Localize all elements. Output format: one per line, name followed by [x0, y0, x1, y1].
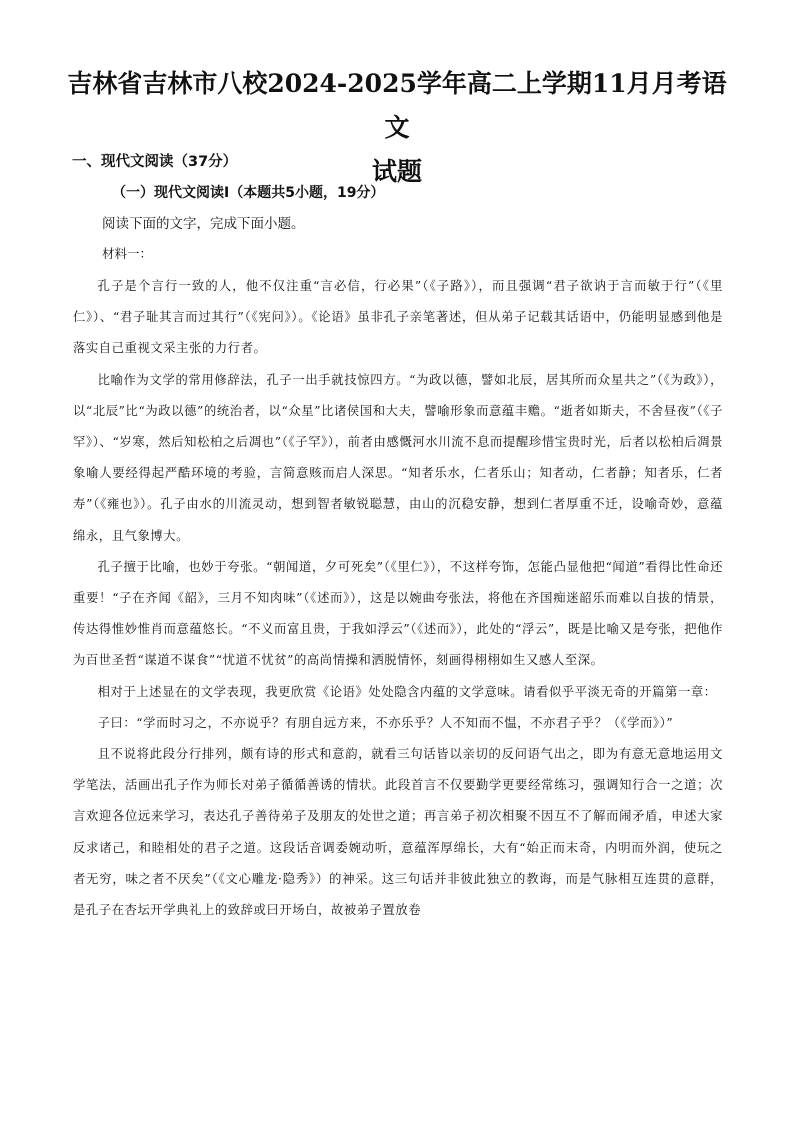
subsection-heading: （一）现代文阅读Ⅰ（本题共5小题，19分）	[112, 185, 385, 201]
reading-instruction: 阅读下面的文字，完成下面小题。	[102, 216, 305, 232]
material-label: 材料一：	[102, 246, 153, 261]
passage-paragraph: 孔子擅于比喻，也妙于夸张。“朝闻道，夕可死矣”（《里仁》），不这样夸饰，怎能凸显他把“闻道”看得比性命还重要！“子在齐闻《韶》，三月不知肉味”（《述而》），这是以婉曲夸张法，将他在齐国痴迷韶乐而难以自拔的情景，传达得惟妙惟肖而意蕴悠长。“不义而富且贵，于我如浮云”（《述而》），此处的“浮云”，既是比喻又是夸张，把他作为百世圣哲“谋道不谋食”“忧道不忧贫”的高尚情操和洒脱情怀，刻画得栩栩如生又感人至深。	[73, 559, 723, 668]
title-line-1: 吉林省吉林市八校2024-2025学年高二上学期11月月考语文	[67, 69, 727, 142]
passage-body	[73, 271, 723, 926]
passage-paragraph: 孔子是个言行一致的人，他不仅注重“言必信，行必果”（《子路》），而且强调“君子欲讷于言而敏于行”（《里仁》）、“君子耻其言而过其行”（《宪问》）。《论语》虽非孔子亲笔著述，但从弟子记载其话语中，仍能明显感到他是落实自己重视文采主张的力行者。	[73, 279, 723, 356]
passage-paragraph: 比喻作为文学的常用修辞法，孔子一出手就技惊四方。“为政以德，譬如北辰，居其所而众星共之”（《为政》），以“北辰”比“为政以德”的统治者，以“众星”比诸侯国和大夫，譬喻形象而意蕴丰赡。“逝者如斯夫，不舍昼夜”（《子罕》）、“岁寒，然后知松柏之后凋也”（《子罕》），前者由感慨河水川流不息而提醒珍惜宝贵时光，后者以松柏后凋景象喻人要经得起严酷环境的考验，言简意赅而启人深思。“知者乐水，仁者乐山；知者动，仁者静；知者乐，仁者寿”（《雍也》）。孔子由水的川流灵动，想到智者敏锐聪慧，由山的沉稳安静，想到仁者厚重不迁，设喻奇妙，意蕴绵永，且气象博大。	[73, 372, 723, 543]
passage-paragraph: 且不说将此段分行排列，颇有诗的形式和意韵，就看三句话皆以亲切的反问语气出之，即为有意无意地运用文学笔法，活画出孔子作为师长对弟子循循善诱的情状。此段首言不仅要勤学更要经常练习，强调知行合一之道；次言欢迎各位远来学习，表达孔子善待弟子及朋友的处世之道；再言弟子初次相聚不因互不了解而闹矛盾，申述大家反求诸己，和睦相处的君子之道。这段话音调委婉动听，意蕴浑厚绵长，大有“始正而末奇，内明而外润，使玩之者无穷，味之者不厌矣”（《文心雕龙·隐秀》）的神采。这三句话并非彼此独立的教诲，而是气脉相互连贯的意群，是孔子在杏坛开学典礼上的致辞或曰开场白，故被弟子置放卷	[73, 747, 723, 918]
passage-paragraph: 子曰：“学而时习之，不亦说乎？有朋自远方来，不亦乐乎？人不知而不愠，不亦君子乎？（《学而》）”	[97, 715, 674, 730]
title-line-2: 试题	[371, 157, 422, 186]
section-heading: 一、现代文阅读（37分）	[72, 154, 238, 170]
document-title	[60, 62, 734, 194]
passage-paragraph: 相对于上述显在的文学表现，我更欣赏《论语》处处隐含内蕴的文学意味。请看似乎平淡无奇的开篇第一章：	[97, 684, 717, 699]
